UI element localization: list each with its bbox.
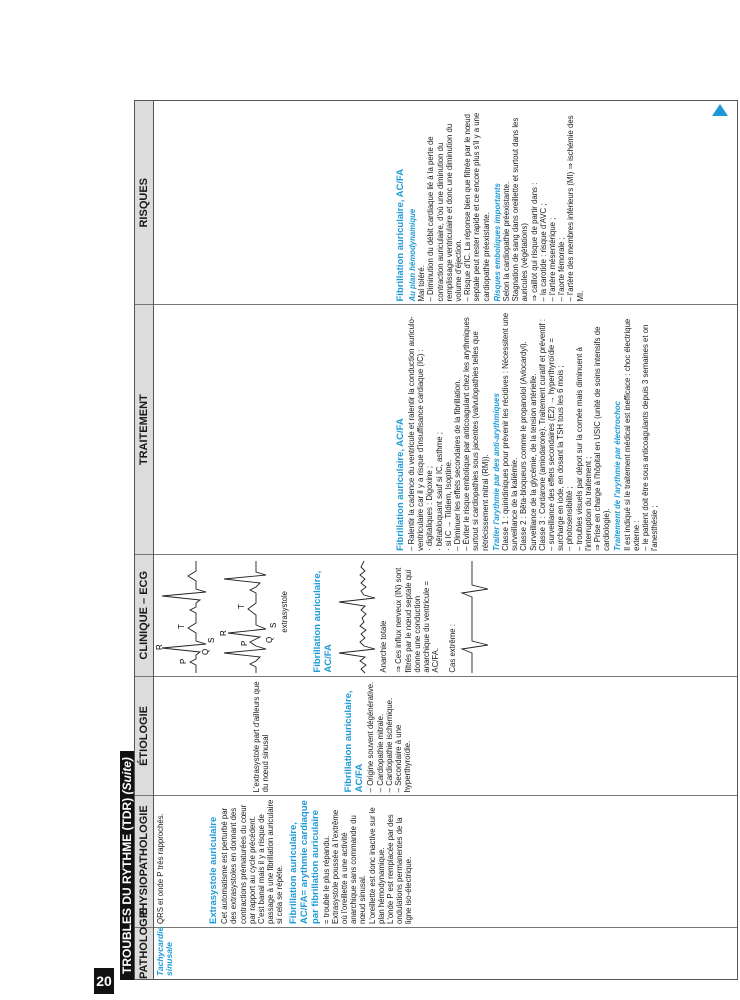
risk-emb-line: – la carotide : risque d'AVC ; xyxy=(538,203,548,302)
physio-es-title: Extrasystole auriculaire xyxy=(208,816,220,924)
ecg2-label-r: R xyxy=(219,629,228,636)
trait-anti-line: – surveillance des effets secondaires (E2) → hyperthyroïdie = surcharge en iode, en dosant la TSH tous les 6 mois ; xyxy=(547,338,566,551)
extrasystole-label: extrasystole xyxy=(280,590,289,633)
risk-emb-line: – l'artère mésentérique ; xyxy=(548,217,558,302)
trait-anti-line: – photosensibilité ; xyxy=(565,486,575,551)
physio-es-text: Cet automatisme est perturbé par des extrasystoles en donnant des contractions prématurées du cœur par rapport au cycle précédent. C'est banal mais il y a risque de passage à une fibrillation auriculaire si cela se répète. xyxy=(220,799,285,924)
header-etiologie: ÉTIOLOGIE xyxy=(135,676,153,796)
cell-physiopathologie xyxy=(154,795,737,927)
etio-es-text: L'extrasystole part d'ailleurs que du nœud sinusal xyxy=(252,681,271,793)
header-clinique-ecg: CLINIQUE – ECG xyxy=(135,554,153,676)
ecg-normal-trace xyxy=(156,559,216,673)
risk-hemo-title: Au plan hémodynamique xyxy=(408,208,417,302)
physio-fa-line: = trouble le plus répandu. xyxy=(321,835,331,924)
physio-fa-line: L'oreillette est donc inactive sur le plan hémodynamique. xyxy=(367,807,386,924)
header-risques: RISQUES xyxy=(138,178,150,228)
risk-hemo-line: – Risque d'IC. La réponse bien que filtrée par le nœud septale peut rester rapide et ce encore plus s'il y a une cardiopathie préexistante. xyxy=(463,112,491,302)
anarchie-label: Anarchie totale xyxy=(379,620,389,673)
sheet-title xyxy=(120,751,134,980)
extreme-label: Cas extrême : xyxy=(448,624,458,673)
trait-choc-line: – le patient doit être sous anticoagulants depuis 3 semaines et on l'anesthésie ; xyxy=(641,324,660,551)
physio-fa-line: Extrasystole poussée à l'extrême où l'oreillette a une activité anarchique sans commande du nœud sinusal. xyxy=(330,809,368,924)
page-number: 20 xyxy=(94,968,114,994)
trait-title: Fibrillation auriculaire, AC/FA xyxy=(395,418,406,551)
risk-emb-line: ⇒ caillot qui risque de partir dans : xyxy=(529,182,539,302)
ecg1-label-r: R xyxy=(155,643,164,650)
header-traitement: TRAITEMENT xyxy=(135,305,153,554)
trait-line: · si IC → Tildiem, Isoptine. xyxy=(443,459,453,551)
header-physiopathologie: PHYSIOPATHOLOGIE xyxy=(135,795,153,927)
ecg1-label-t: T xyxy=(177,623,186,629)
risk-emb-line: – l'aorte fémorale ; xyxy=(557,237,567,302)
risk-emb-line: Selon la cardiopathie préexistante. xyxy=(502,181,512,302)
trait-line: · bêtabloquant sauf si IC, asthme ; xyxy=(434,432,444,551)
risk-title: Fibrillation auriculaire, AC/FA xyxy=(395,168,406,302)
trait-anti-line: – troubles visuels par dépot sur la cornée mais diminuent à l'interruption du traitement ; xyxy=(574,347,593,551)
cell-risques xyxy=(154,101,737,305)
etio-fa-line: – Origine souvent dégénérative. xyxy=(366,681,376,793)
ecg2-label-t: T xyxy=(237,603,246,609)
header-pathologie: PATHOLOGIE xyxy=(135,927,153,979)
rhythm-table xyxy=(134,100,738,980)
trait-anti-line: Classe 3 : Cordarone (amiodarone). Traitement curatif et préventif : xyxy=(537,319,547,551)
risk-hemo-line: – Diminution du débit cardiaque lié à la perte de contraction auriculaire, d'où une diminution du remplissage ventriculaire et donc une diminution du volume d'éjection. xyxy=(426,123,464,302)
cell-clinique-ecg xyxy=(154,554,737,676)
etio-fa-line: – Cardiopathie ischémique. xyxy=(384,697,394,793)
table-header xyxy=(135,101,154,979)
ecg1-label-q: Q xyxy=(201,648,210,655)
cell-etiologie xyxy=(154,676,737,796)
title-main: TROUBLES DU RYTHME (TDR) xyxy=(120,797,134,974)
etio-fa-title: Fibrillation auriculaire, AC/FA xyxy=(343,690,366,793)
physio-fa-line: L'onde P est remplacée par des ondulations permanentes de la ligne iso-électrique. xyxy=(386,814,414,924)
trait-anti-line: ⇒ Prise en charge à l'hôpital en USIC (unité de soins intensifs de cardiologie). xyxy=(593,326,612,551)
etio-fa-line: – Cardiopathie mitrale. xyxy=(375,713,385,793)
title-suite: (Suite) xyxy=(120,757,134,795)
trait-anti-line: Classe 1 : quinidiniques pour prévenir les récidives : Nécessitent une surveillance de la kaliémie. xyxy=(501,312,520,551)
ecg2-label-s: S xyxy=(269,622,278,628)
ecg-fibrillation-trace xyxy=(335,559,379,673)
ecg2-label-p: P xyxy=(240,640,249,646)
risk-hemo-line: Mal toléré. xyxy=(417,265,427,302)
cell-pathologie xyxy=(154,927,737,979)
cell-traitement xyxy=(154,305,737,554)
trait-anti-line: Classe 2 : Bêta-bloqueurs comme le propanolol (Avlocardyl). Surveillance de la glycémie, de la tension artérielle. xyxy=(519,341,538,551)
table-row xyxy=(154,101,737,979)
trait-line: – Ralentir la cadence du ventricule et ralentir la conduction auriculo-ventriculaire car il y a risque d'insuffisance cardiaque (IC) : xyxy=(407,316,426,551)
clin-fa-text: ⇒ Ces influx nerveux (IN) sont filtrés par le nœud septale qui donne une conduction anarchique du ventricule = AC/FA. xyxy=(394,567,441,673)
rotated-sheet xyxy=(120,80,740,980)
ecg2-label-q: Q xyxy=(265,636,274,643)
trait-line: – Éviter le risque embolique par anticoagulant chez les arythmiques surtout si cardiopathies sous jacentes (valvulopathies telles que rétrécissement mitral (RM)). xyxy=(462,317,490,551)
trait-choc-line: Il est indiqué si le traitement médical est inefficace : choc électrique externe : xyxy=(622,318,641,551)
ecg-extrasystole-trace xyxy=(216,559,280,673)
risk-emb-line: – l'artère des membres inférieurs (MI) ⇒ ischémie des MI. xyxy=(566,115,585,302)
etio-fa-line: – Secondaire à une hyperthyroïdie. xyxy=(394,724,413,793)
ecg1-label-p: P xyxy=(179,658,188,664)
trait-choc-title: Traitement de l'arythmie par électrochoc xyxy=(613,400,623,551)
risk-emb-line: Stagnation de sang dans oreillette et surtout dans les auricules (végétations) xyxy=(511,117,530,302)
physio-fa-title: Fibrillation auriculaire, AC/FA= arythmie cardiaque par fibrillation auriculaire xyxy=(287,800,321,924)
risk-emb-title: Risques emboliques importants xyxy=(492,183,502,302)
trait-anti-title: Traiter l'arythmie par des anti-arythmiques xyxy=(491,393,501,551)
trait-line: – Diminuer les effets secondaires de la fibrillation. xyxy=(453,379,463,551)
pathology-name: Tachycardie sinusale xyxy=(155,926,175,976)
physio-intro: QRS et onde P très rapprochés. xyxy=(156,813,165,924)
ecg-extreme-trace xyxy=(458,559,494,673)
ecg1-label-s: S xyxy=(207,637,216,643)
clin-fa-title: Fibrillation auriculaire, AC/FA xyxy=(312,570,335,673)
trait-line: · digitaliques : Digoxine ; xyxy=(425,465,435,551)
